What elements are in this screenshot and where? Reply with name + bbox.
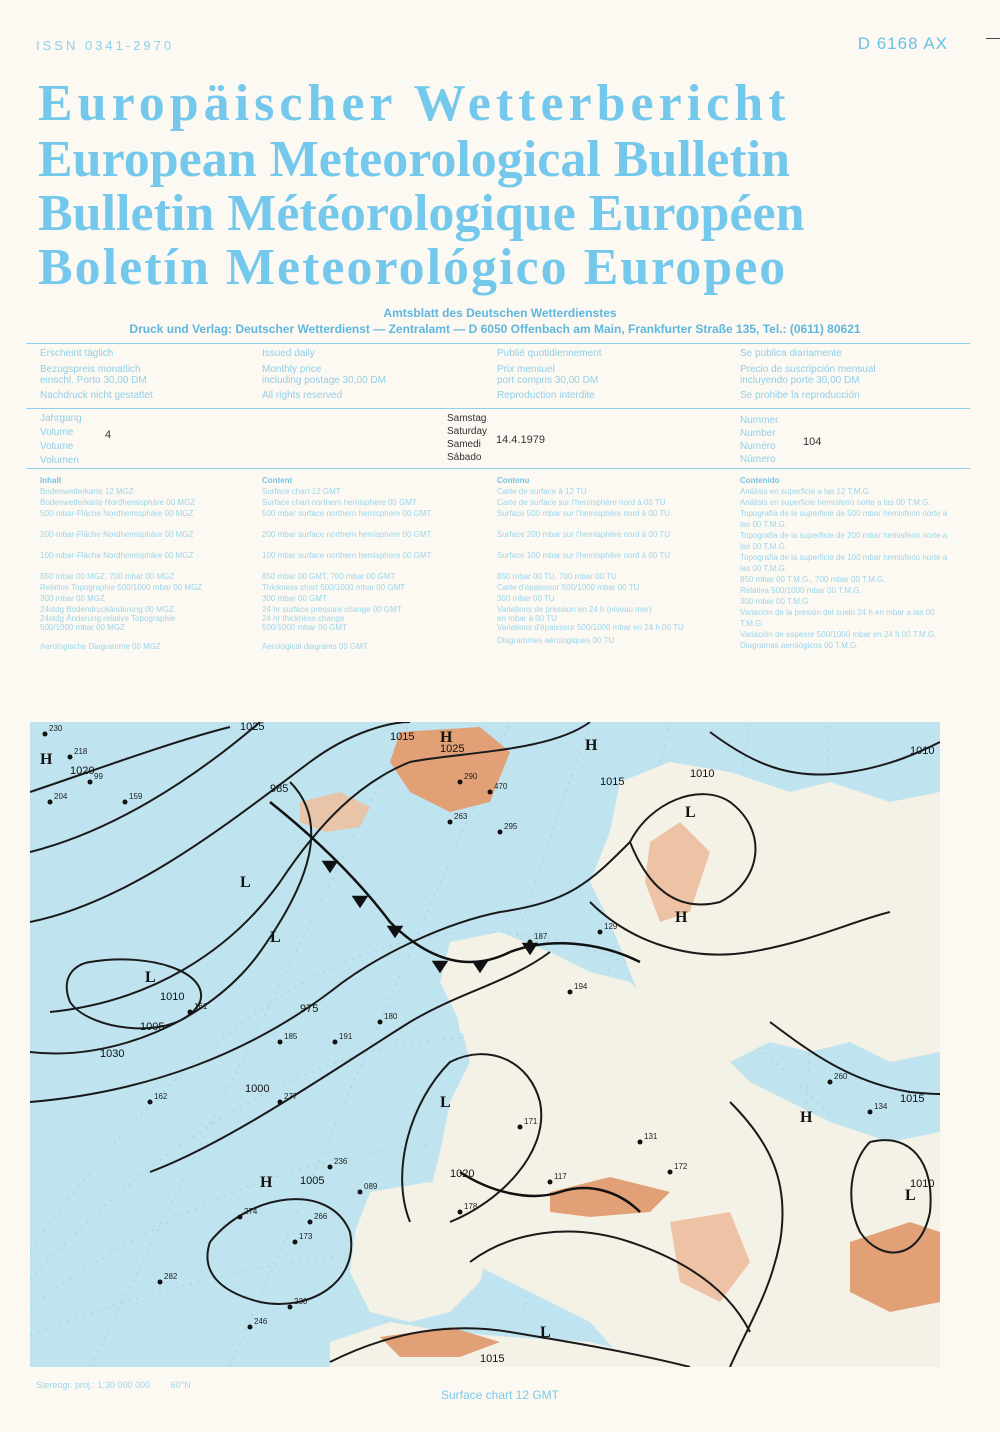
- contents-english: [262, 475, 487, 652]
- station-value: 173: [299, 1232, 313, 1241]
- station-dot: [358, 1190, 363, 1195]
- info-line: including postage 30,00 DM: [262, 375, 386, 386]
- isobar-label: 985: [270, 783, 289, 795]
- station-dot: [488, 790, 493, 795]
- day-label: Samstag: [447, 413, 487, 424]
- number-label: Número: [740, 454, 776, 465]
- info-line: einschl. Porto 30,00 DM: [40, 375, 147, 386]
- volume-label: Volume: [40, 441, 74, 452]
- station-dot: [828, 1080, 833, 1085]
- contents-spanish: [740, 475, 955, 651]
- contents-item: 300 mbar 00 TU: [497, 594, 555, 603]
- contents-item: Variación de espesor 500/1000 mbar en 24 h 00 T.M.G.: [740, 630, 937, 639]
- isobar-label: 1020: [70, 765, 95, 777]
- station-value: 191: [339, 1032, 353, 1041]
- isobar-line: [207, 1199, 351, 1304]
- pressure-center-label: L: [240, 874, 251, 891]
- contents-item: Relative Topographie 500/1000 mbar 00 MGZ: [40, 583, 203, 592]
- volume-value: 4: [105, 429, 112, 441]
- isobar-label: 1010: [160, 991, 185, 1003]
- volume-label: Volumen: [40, 455, 79, 466]
- info-line: All rights reserved: [262, 390, 343, 401]
- pressure-center-label: H: [40, 751, 53, 768]
- contents-item: Bodenwetterkarte 12 MGZ: [40, 487, 134, 496]
- info-line: Publié quotidiennement: [497, 348, 602, 359]
- pressure-center-label: L: [440, 1094, 451, 1111]
- contents-french: [497, 475, 732, 646]
- contents-item: Variations d'épaisseur 500/1000 mbar en 24 h 00 TU: [497, 623, 684, 632]
- land-masses: [300, 727, 940, 1367]
- station-dot: [158, 1280, 163, 1285]
- surface-weather-map: [30, 722, 940, 1367]
- station-dot: [148, 1100, 153, 1105]
- contents-item: 24stdg Änderung relative Topographie: [40, 614, 176, 623]
- contents-item: Topografía de la superficie de 500 mbar hemisferio norte a las 00 T.M.G.: [740, 509, 948, 529]
- issn-number: ISSN 0341-2970: [36, 38, 175, 53]
- station-dot: [88, 780, 93, 785]
- contents-heading: Content: [262, 476, 293, 485]
- info-line: Precio de suscripción mensual: [740, 364, 876, 375]
- volume-label: Jahrgang: [40, 413, 82, 424]
- projection-latitude: 60°N: [170, 1380, 191, 1390]
- info-line: Monthly price: [262, 364, 322, 375]
- contents-item: Topografía de la superficie de 200 mbar hemisferio norte a las 00 T.M.G.: [740, 531, 948, 551]
- station-value: 187: [534, 932, 548, 941]
- station-value: 260: [834, 1072, 848, 1081]
- day-label: Sábado: [447, 452, 482, 463]
- isobar-label: 1010: [690, 768, 715, 780]
- pressure-center-label: H: [260, 1174, 273, 1191]
- divider: [26, 343, 970, 344]
- station-value: 180: [384, 1012, 398, 1021]
- isobar-line: [710, 732, 940, 775]
- pressure-center-label: L: [905, 1187, 916, 1204]
- contents-item: en mbar à 00 TU: [497, 614, 557, 623]
- station-value: 274: [244, 1207, 258, 1216]
- station-dot: [328, 1165, 333, 1170]
- contents-heading: Contenu: [497, 476, 530, 485]
- isobar-label: 1025: [240, 722, 265, 733]
- contents-item: 300 mbar 00 MGZ: [40, 594, 105, 603]
- publisher-line-2: Druck und Verlag: Deutscher Wetterdienst — Zentralamt — D 6050 Offenbach am Main, Frankfurter Straße 135, Tel.: (0611) 80621: [129, 322, 861, 336]
- contents-item: 300 mbar 00 GMT: [262, 594, 327, 603]
- station-dot: [548, 1180, 553, 1185]
- publisher-line-1: Amtsblatt des Deutschen Wetterdienstes: [383, 306, 617, 320]
- isobar-label: 1005: [300, 1175, 325, 1187]
- info-line: Nachdruck nicht gestattet: [40, 390, 153, 401]
- contents-item: Topografía de la superficie de 100 mbar hemisferio norte a las 00 T.M.G.: [740, 553, 948, 573]
- contents-item: Surface chart northern hemisphere 00 GMT: [262, 498, 417, 507]
- station-dot: [518, 1125, 523, 1130]
- station-value: 171: [524, 1117, 538, 1126]
- station-value: 178: [464, 1202, 478, 1211]
- station-value: 282: [164, 1272, 178, 1281]
- station-value: 161: [194, 1002, 208, 1011]
- info-spanish: [740, 347, 970, 403]
- pressure-center-label: L: [540, 1324, 551, 1341]
- map-canvas: [30, 722, 940, 1367]
- isobar-line: [30, 722, 260, 852]
- info-german: [40, 347, 250, 403]
- contents-item: 200-mbar-Fläche Nordhemisphäre 00 MGZ: [40, 530, 194, 539]
- contents-item: Surface 200 mbar sur l'hemisphère nord à 00 TU: [497, 530, 671, 539]
- contents-item: 100 mbar surface northern hemisphere 00 GMT: [262, 551, 432, 560]
- pressure-center-label: H: [800, 1109, 813, 1126]
- contents-german: [40, 475, 255, 652]
- station-value: 218: [74, 747, 88, 756]
- contents-item: Bodenwetterkarte Nordhemisphäre 00 MGZ: [40, 498, 196, 507]
- station-dot: [188, 1010, 193, 1015]
- station-dot: [598, 930, 603, 935]
- station-value: 089: [364, 1182, 378, 1191]
- info-line: Reproduction interdite: [497, 390, 595, 401]
- isobar-label: 1000: [245, 1083, 270, 1095]
- station-value: 290: [464, 772, 478, 781]
- contents-item: Análisis en superficie a las 12 T.M.G.: [740, 487, 872, 496]
- title-french: Bulletin Météorologique Européen: [38, 185, 805, 242]
- contents-item: 850 mbar 00 GMT, 700 mbar 00 GMT: [262, 572, 396, 581]
- station-value: 266: [314, 1212, 328, 1221]
- contents-item: Variations de pression en 24 h (niveau mer): [497, 605, 652, 614]
- station-dot: [278, 1100, 283, 1105]
- isobar-label: 1025: [440, 743, 465, 755]
- contents-item: 300 mbar 00 T.M.G.: [740, 597, 811, 606]
- station-value: 194: [574, 982, 588, 991]
- station-dot: [868, 1110, 873, 1115]
- info-line: port compris 30,00 DM: [497, 375, 599, 386]
- volume-label: Volume: [40, 427, 74, 438]
- info-line: incluyendo porte 30,00 DM: [740, 375, 860, 386]
- front-marker: [324, 862, 336, 871]
- contents-item: Aerologische Diagramme 00 MGZ: [40, 642, 161, 651]
- number-label: Nummer: [740, 415, 779, 426]
- contents-item: Aerological diagrams 00 GMT: [262, 642, 368, 651]
- divider: [26, 468, 970, 469]
- station-value: 117: [554, 1172, 567, 1181]
- contents-item: Carte d'épaisseur 500/1000 mbar 00 TU: [497, 583, 640, 592]
- volume-labels: [40, 412, 82, 468]
- day-label: Saturday: [447, 426, 488, 437]
- day-label: Samedi: [447, 439, 481, 450]
- info-line: Bezugspreis monatlich: [40, 364, 141, 375]
- station-value: 204: [54, 792, 68, 801]
- isobar-label: 1010: [910, 745, 935, 757]
- divider: [26, 408, 970, 409]
- station-dot: [123, 800, 128, 805]
- station-value: 295: [504, 822, 518, 831]
- isobar-label: 1015: [480, 1353, 505, 1365]
- contents-item: 850 mbar 00 T.M.G., 700 mbar 00 T.M.G.: [740, 575, 886, 584]
- contents-item: Carte de surface à 12 TU: [497, 487, 587, 496]
- contents-item: Surface chart 12 GMT: [262, 487, 341, 496]
- day-labels: [447, 412, 487, 464]
- station-dot: [288, 1305, 293, 1310]
- contents-item: Thickness chart 500/1000 mbar 00 GMT: [262, 583, 406, 592]
- station-dot: [43, 732, 48, 737]
- station-dot: [68, 755, 73, 760]
- station-dot: [448, 820, 453, 825]
- station-dot: [48, 800, 53, 805]
- isobar-line: [30, 727, 230, 792]
- contents-item: 200 mbar surface northern hemisphere 00 GMT: [262, 530, 432, 539]
- station-value: 99: [94, 772, 103, 781]
- publication-code: D 6168 AX: [857, 34, 948, 53]
- contents-item: 500 mbar surface northern hemisphere 00 GMT: [262, 509, 432, 518]
- isobar-label: 1015: [390, 731, 415, 743]
- pressure-center-label: L: [145, 969, 156, 986]
- contents-heading: Contenido: [740, 476, 780, 485]
- pressure-center-label: H: [585, 737, 598, 754]
- isobar-label: 1015: [900, 1093, 925, 1105]
- station-value: 129: [604, 922, 618, 931]
- contents-item: Surface 100 mbar sur l'hemisphère nord à 00 TU: [497, 551, 671, 560]
- station-dot: [238, 1215, 243, 1220]
- pressure-center-label: H: [675, 909, 688, 926]
- info-line: Se publica diariamente: [740, 348, 842, 359]
- map-caption: Surface chart 12 GMT: [440, 1388, 560, 1402]
- info-line: Se prohibe la reproducción: [740, 390, 860, 401]
- station-value: 246: [254, 1317, 268, 1326]
- contents-item: 500-mbar-Fläche Nordhemisphäre 00 MGZ: [40, 509, 194, 518]
- pressure-center-label: L: [270, 929, 281, 946]
- isobar-label: 1020: [450, 1168, 475, 1180]
- info-line: Prix mensuel: [497, 364, 555, 375]
- contents-heading: Inhalt: [40, 476, 62, 485]
- station-value: 277: [284, 1092, 298, 1101]
- contents-item: Diagrammes aérologiques 00 TU: [497, 636, 615, 645]
- isobar-label: 975: [300, 1003, 319, 1015]
- contents-item: Análisis en superficie hemisferio norte a las 00 T.M.G.: [740, 498, 931, 507]
- contents-item: Variación de la presión del suelo 24 h en mbar a las 00 T.M.G.: [740, 608, 935, 628]
- contents-item: 850 mbar 00 MGZ, 700 mbar 00 MGZ: [40, 572, 175, 581]
- station-value: 134: [874, 1102, 888, 1111]
- front-marker: [389, 927, 401, 936]
- station-dot: [668, 1170, 673, 1175]
- isobar-label: 1015: [600, 776, 625, 788]
- station-dot: [568, 990, 573, 995]
- contents-item: Relativa 500/1000 mbar 00 T.M.G.: [740, 586, 862, 595]
- info-line: Issued daily: [262, 348, 315, 359]
- info-french: [497, 347, 727, 403]
- station-value: 131: [644, 1132, 658, 1141]
- pressure-center-label: H: [440, 729, 453, 746]
- station-dot: [278, 1040, 283, 1045]
- title-german: Europäischer Wetterbericht: [38, 75, 791, 132]
- station-dot: [458, 780, 463, 785]
- isobar-line: [30, 782, 311, 1054]
- station-value: 172: [674, 1162, 688, 1171]
- station-value: 162: [154, 1092, 168, 1101]
- isobar-label: 1010: [910, 1178, 935, 1190]
- issue-number: 104: [803, 436, 822, 448]
- station-dot: [498, 830, 503, 835]
- issue-date: 14.4.1979: [496, 434, 545, 446]
- station-dot: [458, 1210, 463, 1215]
- number-labels: [740, 414, 778, 466]
- station-value: 263: [454, 812, 468, 821]
- station-dot: [528, 940, 533, 945]
- info-english: [262, 347, 482, 403]
- station-value: 236: [334, 1157, 348, 1166]
- contents-item: 850 mbar 00 TU, 700 mbar 00 TU: [497, 572, 617, 581]
- title-english: European Meteorological Bulletin: [38, 131, 791, 188]
- contents-item: Carte de surface sur l'hemisphère nord à 00 TU: [497, 498, 666, 507]
- station-dot: [378, 1020, 383, 1025]
- station-dot: [248, 1325, 253, 1330]
- contents-item: 24stdg Bodendruckänderung 00 MGZ: [40, 605, 174, 614]
- station-value: 230: [49, 724, 63, 733]
- info-line: Erscheint täglich: [40, 348, 114, 359]
- station-value: 185: [284, 1032, 298, 1041]
- station-dot: [333, 1040, 338, 1045]
- number-label: Number: [740, 428, 776, 439]
- isobar-label: 1005: [140, 1021, 165, 1033]
- projection-scale: Stereogr. proj.: 1:30 000 000: [36, 1380, 151, 1390]
- contents-item: 500/1000 mbar 00 GMT: [262, 623, 347, 632]
- contents-item: Surface 500 mbar sur l'hemisphère nord à 00 TU: [497, 509, 671, 518]
- station-dot: [638, 1140, 643, 1145]
- contents-item: 500/1000 mbar 00 MGZ: [40, 623, 125, 632]
- number-label: Numéro: [740, 441, 776, 452]
- isobar-label: 1030: [100, 1048, 125, 1060]
- station-dot: [293, 1240, 298, 1245]
- title-spanish: Boletín Meteorológico Europeo: [38, 239, 788, 296]
- station-value: 470: [494, 782, 508, 791]
- contents-item: 100-mbar-Fläche Nordhemisphäre 00 MGZ: [40, 551, 194, 560]
- station-dot: [308, 1220, 313, 1225]
- edge-mark: [986, 38, 1000, 39]
- station-value: 159: [129, 792, 143, 801]
- station-value: 230: [294, 1297, 308, 1306]
- pressure-center-label: L: [685, 804, 696, 821]
- front-marker: [354, 897, 366, 906]
- contents-item: Diagramas aerológicos 00 T.M.G.: [740, 641, 859, 650]
- contents-item: 24 hr surface pressure change 00 GMT: [262, 605, 402, 614]
- contents-item: 24 hr thickness change: [262, 614, 345, 623]
